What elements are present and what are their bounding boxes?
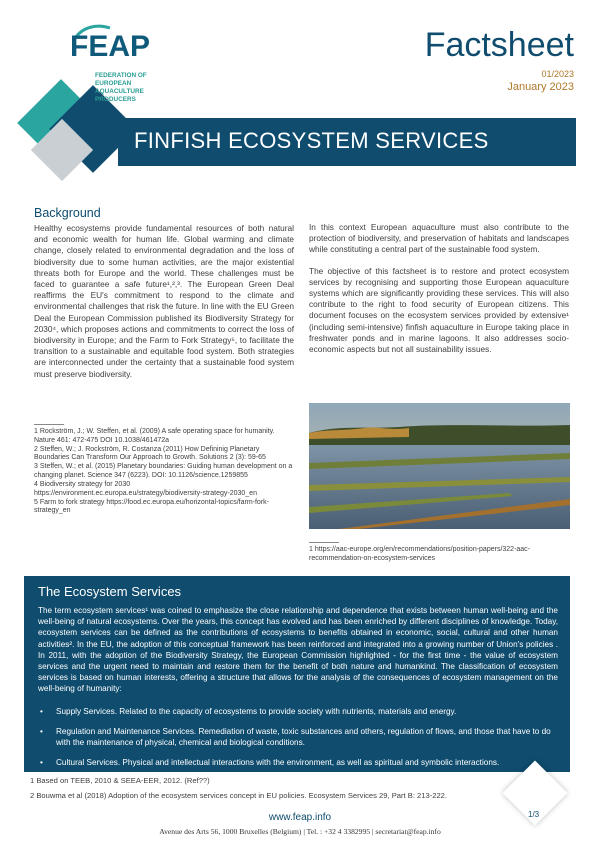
footnote: 1 Based on TEEB, 2010 & SEEA-EER, 2012. (Ref??) [30, 776, 210, 785]
logo-subtitle [95, 72, 147, 104]
footnote-divider [34, 424, 64, 425]
logo-subtitle-line: FEDERATION OF [95, 72, 147, 79]
services-list [38, 706, 558, 776]
title-banner [118, 118, 576, 166]
list-item: • Supply Services. Related to the capacity of ecosystems to provide society with nutrients, materials and energy. [38, 706, 558, 717]
footnote[interactable]: 5 Farm to fork strategy https://food.ec.europa.eu/horizontal-topics/farm-fork-strategy_en [34, 498, 269, 515]
right-footnote[interactable]: 1 https://aac-europe.org/en/recommendations/position-papers/322-aac-recommendation-on-ecosystem-services [309, 546, 531, 562]
ecosystem-paragraph: The term ecosystem services¹ was coined to emphasize the close relationship and dependence that exists between human well-being and the well-being of natural ecosystems. Over the years, this concept has evolved and has been enriched by different disciplines of knowledge. Today, ecosystem services can be defined as the contributions of ecosystems to benefits obtained in economic, social, cultural and other human activities². In the EU, the adoption of this conceptual framework has been reinforced and integrated into a growing number of Union's policies . In 2011, with the adoption of the Biodiversity Strategy, the European Commission highlighted - for the first time - the value of ecosystem services and the urgent need to maintain and restore them for the benefit of both nature and humankind. The classification of ecosystem services is based on human interests, offering a structure that allows for the analysis of the consequences of ecosystem management on the well-being of humanity: [38, 606, 558, 694]
feap-logo[interactable]: FEAP [70, 30, 151, 63]
website-link[interactable]: www.feap.info [268, 812, 332, 823]
ecosystem-services-box [24, 576, 570, 772]
logo-subtitle-line: PRODUCERS [95, 96, 136, 103]
doc-number: 01/2023 [541, 69, 574, 79]
logo-subtitle-line: AQUACULTURE [95, 88, 144, 95]
objective-paragraph: The objective of this factsheet is to restore and protect ecosystem services by recognising and supporting those European aquaculture systems which are significantly providing these services. This will also contribute to the right to food security of European citizens. This document focuses on the ecosystem services provided by extensive¹ (including semi-intensive) finfish aquaculture in Europe taking place in freshwater ponds and in marine lagoons. It also addresses socio-economic aspects but not all sustainability issues. [309, 265, 569, 355]
footnote-divider [309, 542, 339, 543]
contact-address: Avenue des Arts 56, 1000 Bruxelles (Belgium) | Tel. : +32 4 3382995 | secretariat@feap.info [159, 827, 441, 836]
left-column [34, 223, 294, 380]
footnotes-list [34, 428, 294, 516]
background-heading: Background [34, 206, 101, 220]
doc-date: January 2023 [507, 81, 574, 93]
list-item: • Cultural Services. Physical and intellectual interactions with the environment, as well as spiritual and symbolic interactions. [38, 757, 558, 768]
footnote: 2 Bouwma et al (2018) Adoption of the ecosystem services concept in EU policies. Ecosystem Services 29, Part B: 213-222. [30, 791, 448, 800]
footnote: 2 Steffen, W.; J. Rockström, R. Costanza (2011) How Defininig Planetary Boundaries Can Transform Our Approach to Growth. Solutions 2 (3): 59-65 [34, 445, 266, 462]
footnote: 1 Rockström, J.; W. Steffen, et al. (2009) A safe operating space for humanity. Nature 461: 472-475 DOI 10.1038/461472a [34, 428, 275, 444]
footnote: 3 Steffen, W.; et al. (2015) Planetary boundaries: Guiding human development on a changing planet. Science 347 (6223). DOI: 10.1126/science.1259855 [34, 463, 293, 479]
page-title: FINFISH ECOSYSTEM SERVICES [134, 128, 489, 153]
doc-type-title: Factsheet [424, 26, 574, 64]
context-paragraph: In this context European aquaculture must also contribute to the protection of biodiversity, and preservation of habitats and landscapes while constituting a central part of the sustainable food system. [309, 222, 569, 255]
logo-subtitle-line: EUROPEAN [95, 80, 132, 87]
footnote[interactable]: 4 Biodiversity strategy for 2030 https://environment.ec.europa.eu/strategy/biodiversity-strategy-2030_en [34, 481, 257, 497]
list-item: • Regulation and Maintenance Services. Remediation of waste, toxic substances and others, regulation of flows, and those that have to do with the maintenance of physical, chemical and biological conditions. [38, 726, 558, 748]
right-column [309, 222, 569, 355]
ecosystem-heading: The Ecosystem Services [38, 584, 182, 599]
page-number: 1/3 [528, 810, 540, 819]
background-paragraph: Healthy ecosystems provide fundamental resources of both natural and economic wealth for human life. Global warming and climate change, closely related to environmental degradation and the loss of biodiversity due to some human activities, are the major existential threats both for Europe and the world. These challenges must be faced to guarantee a safe future¹,²,³. The European Green Deal reaffirms the EU's commitment to respond to the climate and environmental challenges that risk the future. In line with the EU Green Deal the European Commission published its Biodiversity Strategy for 2030⁴, which proposes actions and commitments to correct the loss of biodiversity in Europe; and the Farm to Fork Strategy⁵, to facilitate the transition to a sustainable and equitable food system. Both strategies are interconnected under the certainty that a sustainable food system must preserve biodiversity. [34, 223, 294, 379]
aquaculture-ponds-photo [309, 403, 570, 529]
